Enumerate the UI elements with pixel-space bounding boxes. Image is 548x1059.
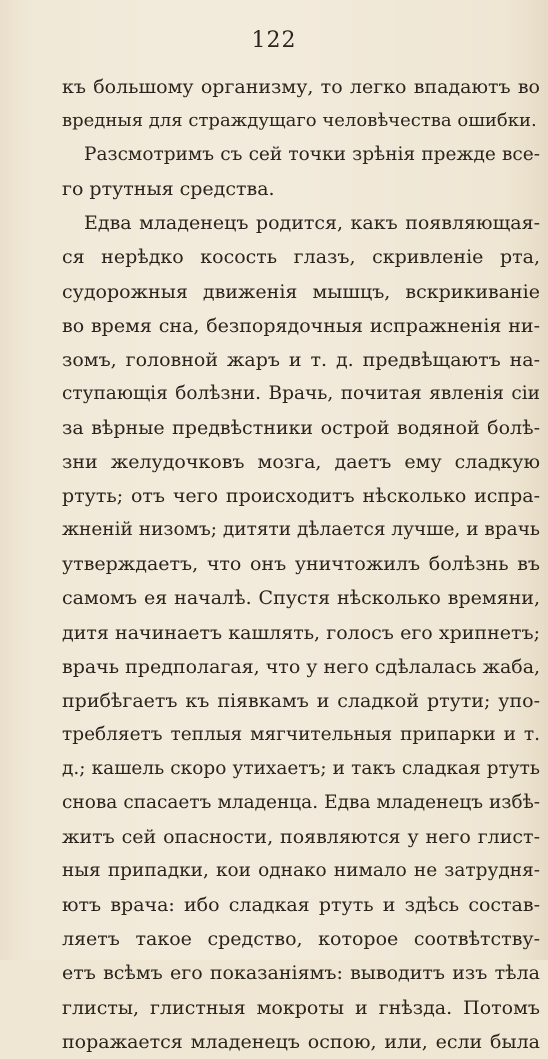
text-line: Едва младенецъ родится, какъ появляющая- <box>84 212 540 235</box>
text-line: во время сна, безпорядочныя испражненія ни- <box>62 314 540 337</box>
text-line: требляетъ теплыя мягчительныя припарки и т. <box>62 723 540 745</box>
text-line: къ большому организму, то легко впадаютъ во <box>62 76 540 98</box>
text-line: Разсмотримъ съ сей точки зрѣнія прежде все- <box>84 144 540 166</box>
text-line: самомъ ея началѣ. Спустя нѣсколько времяни, <box>62 587 540 610</box>
page-number: 122 <box>251 28 297 53</box>
text-line: го ртутныя средства. <box>62 178 275 201</box>
text-line: прибѣгаетъ къ піявкамъ и сладкой ртути; упо- <box>62 689 540 712</box>
text-line: зомъ, головной жаръ и т. д. предвѣщаютъ на- <box>62 348 540 371</box>
text-line: ртуть; отъ чего происходитъ нѣсколько испра- <box>62 485 540 508</box>
text-line: ляетъ такое средство, которое соотвѣтству- <box>62 928 540 951</box>
text-line: глисты, глистныя мокроты и гнѣзда. Потомъ <box>62 996 540 1019</box>
text-line: дитя начинаетъ кашлять, голосъ его хрипнетъ; <box>62 621 540 644</box>
text-line: за вѣрные предвѣстники острой водяной болѣ- <box>62 416 540 439</box>
text-line: снова спасаетъ младенца. Едва младенецъ избѣ- <box>62 791 540 813</box>
text-line: врачь предполагая, что у него сдѣлалась жаба, <box>62 655 540 678</box>
text-line: етъ всѣмъ его показаніямъ: выводитъ изъ тѣла <box>62 962 540 985</box>
text-line: поражается младенецъ оспою, или, если была <box>62 1030 540 1053</box>
text-line: ся нерѣдко косость глазъ, скривленіе рта, <box>62 246 540 269</box>
body-text <box>62 70 540 1059</box>
text-line: ютъ врача: ибо сладкая ртуть и здѣсь состав- <box>62 894 540 917</box>
text-line: д.; кашель скоро утихаетъ; и такъ сладкая ртуть <box>62 757 540 779</box>
text-line: вредныя для страждущаго человѣчества ошибки. <box>62 110 537 132</box>
text-line: зни желудочковъ мозга, даетъ ему сладкую <box>62 451 540 474</box>
text-line: утверждаетъ, что онъ уничтожилъ болѣзнь въ <box>62 553 540 576</box>
text-line: жненій низомъ; дитяти дѣлается лучше, и врачь <box>62 519 540 541</box>
text-line: судорожныя движенія мышцъ, вскрикиваніе <box>62 280 540 303</box>
text-line: ступающія болѣзни. Врачь, почитая явленія сіи <box>62 382 540 404</box>
text-line: житъ сей опасности, появляются у него глист- <box>62 826 540 849</box>
text-line: ныя припадки, кои однако нимало не затрудня- <box>62 860 540 882</box>
